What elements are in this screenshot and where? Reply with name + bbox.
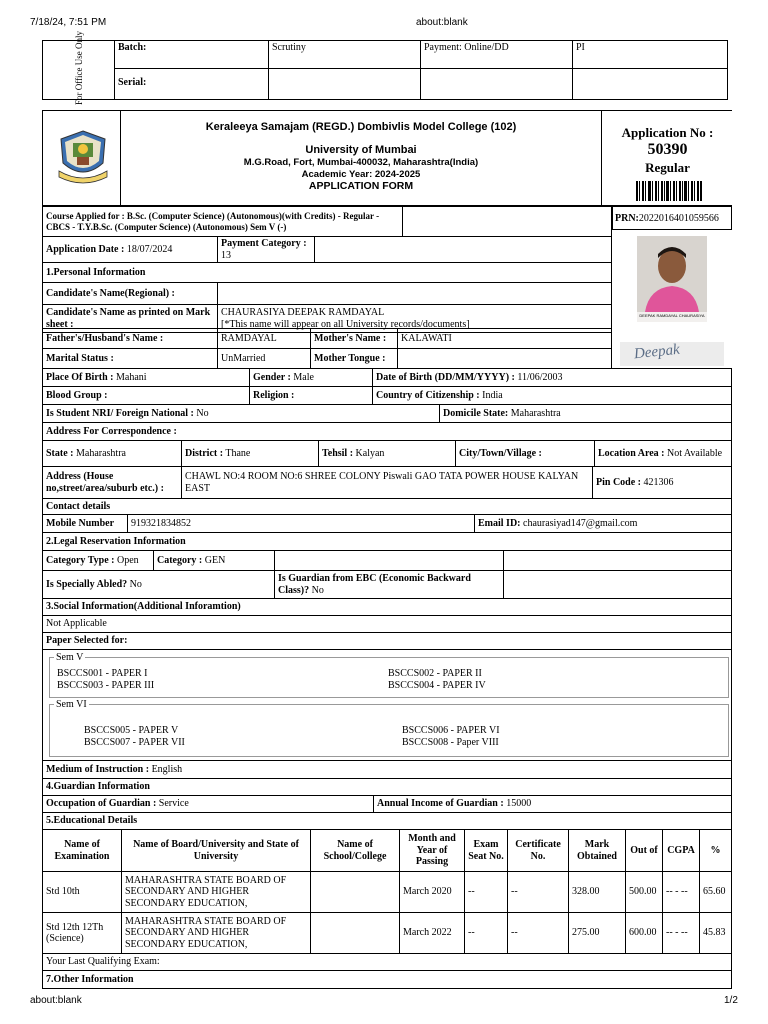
out-of: 600.00 [626, 913, 663, 954]
table-row [43, 913, 732, 954]
guardian-heading: 4.Guardian Information [46, 781, 150, 793]
citizenship-label: Country of Citizenship : [376, 389, 480, 401]
university-address: M.G.Road, Fort, Mumbai-400032, Maharashtra(India) [243, 157, 479, 168]
mother-name-label: Mother's Name : [314, 332, 387, 344]
application-number: 50390 [647, 141, 688, 158]
serial-label: Serial: [118, 77, 147, 88]
academic-year: Academic Year: 2024-2025 [301, 169, 421, 180]
specially-abled-label: Is Specially Abled? [46, 578, 128, 590]
mobile-number: 919321834852 [128, 515, 475, 533]
college-name: Keraleeya Samajam (REGD.) Dombivlis Model College (102) [205, 121, 517, 133]
marital-status: UnMarried [218, 349, 311, 369]
guardian-occupation: Service [158, 798, 189, 810]
exam-name: Std 12th 12Th (Science) [43, 913, 122, 954]
address-table [42, 440, 732, 467]
personal-info-heading: 1.Personal Information [46, 266, 146, 278]
table-row [43, 872, 732, 913]
sem6-paper: BSCCS007 - PAPER VII [84, 737, 185, 748]
place-of-birth-label: Place Of Birth : [46, 371, 114, 383]
sem5-paper: BSCCS004 - PAPER IV [388, 680, 486, 691]
candidate-photo-image [637, 236, 707, 322]
education-header-row [43, 830, 732, 872]
application-info-table [42, 236, 612, 333]
guardian-table [42, 760, 732, 830]
school-name [311, 872, 400, 913]
contact-heading: Contact details [46, 500, 111, 512]
college-logo [43, 111, 121, 205]
house-address: CHAWL NO:4 ROOM NO:6 SHREE COLONY Piswali GAO TATA POWER HOUSE KALYAN EAST [182, 467, 593, 499]
passing-date: March 2020 [400, 872, 465, 913]
payment-category: 13 [221, 249, 231, 261]
district-label: District : [185, 447, 224, 459]
seat-no: -- [465, 913, 508, 954]
mother-tongue-label: Mother Tongue : [314, 352, 386, 364]
prn-value: 2022016401059566 [638, 213, 719, 224]
category: GEN [204, 554, 226, 566]
university-name: University of Mumbai [305, 144, 417, 156]
name-note: [*This name will appear on all University records/documents] [221, 318, 470, 330]
house-address-label: Address (House no,street/area/suburb etc.) : [46, 471, 164, 494]
last-exam-label: Your Last Qualifying Exam: [43, 954, 732, 971]
category-table [42, 550, 732, 650]
parents-table [42, 328, 612, 369]
state: Maharashtra [76, 447, 126, 459]
tehsil: Kalyan [355, 447, 385, 459]
col-header: Certificate No. [508, 830, 569, 872]
print-datetime: 7/18/24, 7:51 PM [30, 17, 107, 28]
col-header: % [700, 830, 732, 872]
payment-category-label: Payment Category : [221, 238, 307, 249]
name-marksheet-label: Candidate's Name as printed on Mark sheet : [46, 307, 211, 330]
sem6-paper: BSCCS005 - PAPER V [84, 725, 179, 736]
print-footer-url: about:blank [30, 995, 82, 1006]
application-type: Regular [645, 160, 690, 175]
percentage: 45.83 [700, 913, 732, 954]
email-label: Email ID: [478, 517, 521, 529]
father-name: RAMDAYAL [218, 329, 311, 349]
medium-value: English [151, 763, 183, 775]
marks-obtained: 275.00 [569, 913, 626, 954]
city-label: City/Town/Village : [459, 447, 542, 459]
mobile-label: Mobile Number [46, 517, 115, 529]
school-name [311, 913, 400, 954]
form-title: APPLICATION FORM [308, 180, 414, 192]
ebc-value: No [311, 584, 324, 596]
cgpa: -- - -- [663, 913, 700, 954]
guardian-occupation-label: Occupation of Guardian : [46, 798, 157, 810]
course-label: Course Applied for : [46, 211, 125, 222]
sem6-paper: BSCCS006 - PAPER VI [402, 725, 500, 736]
domicile-label: Domicile State: [443, 407, 509, 419]
state-label: State : [46, 447, 74, 459]
scrutiny-label: Scrutiny [269, 41, 421, 69]
passing-date: March 2022 [400, 913, 465, 954]
medium-label: Medium of Instruction : [46, 763, 150, 775]
contact-table [42, 514, 732, 551]
father-name-label: Father's/Husband's Name : [46, 332, 164, 344]
exam-name: Std 10th [43, 872, 122, 913]
social-heading: 3.Social Information(Additional Inforamtion) [46, 601, 241, 613]
religion-label: Religion : [253, 389, 295, 401]
house-address-table [42, 466, 732, 515]
sem5-legend: Sem V [56, 652, 84, 663]
col-header: Mark Obtained [569, 830, 626, 872]
candidate-photo [637, 236, 707, 322]
print-title: about:blank [416, 17, 468, 28]
photo-caption: DEEPAK RAMDAYAL CHAURASIYA [639, 313, 705, 318]
out-of: 500.00 [626, 872, 663, 913]
education-heading: 5.Educational Details [46, 815, 138, 827]
blood-group-label: Blood Group : [46, 389, 108, 401]
sem5-paper: BSCCS001 - PAPER I [57, 668, 148, 679]
domicile-value: Maharashtra [510, 407, 561, 419]
col-header: Month and Year of Passing [400, 830, 465, 872]
birth-table [42, 368, 732, 387]
nri-table [42, 404, 732, 441]
batch-label: Batch: [118, 42, 147, 53]
pi-label: PI [573, 41, 727, 69]
tehsil-label: Tehsil : [322, 447, 354, 459]
course-table [42, 206, 612, 237]
specially-abled: No [129, 578, 142, 590]
gender-label: Gender : [253, 371, 291, 383]
marks-obtained: 328.00 [569, 872, 626, 913]
gender: Male [293, 371, 314, 383]
application-number-label: Application No : [621, 125, 714, 140]
form-header [42, 110, 732, 206]
cgpa: -- - -- [663, 872, 700, 913]
sem5-paper: BSCCS002 - PAPER II [388, 668, 482, 679]
percentage: 65.60 [700, 872, 732, 913]
university-crest-icon [53, 127, 113, 187]
col-header: Exam Seat No. [465, 830, 508, 872]
pin-code: 421306 [643, 476, 674, 488]
col-header: Name of School/College [311, 830, 400, 872]
application-date: 18/07/2024 [126, 243, 173, 255]
sem6-paper: BSCCS008 - Paper VIII [402, 737, 499, 748]
mother-name: KALAWATI [398, 329, 612, 349]
certificate-no: -- [508, 872, 569, 913]
social-value: Not Applicable [43, 616, 732, 633]
pin-code-label: Pin Code : [596, 476, 641, 488]
ebc-label: Is Guardian from EBC (Economic Backward Class)? [278, 573, 471, 596]
email: chaurasiyad147@gmail.com [523, 517, 638, 529]
legal-heading: 2.Legal Reservation Information [46, 535, 186, 547]
district: Thane [225, 447, 251, 459]
category-type: Open [117, 554, 139, 566]
print-page-number: 1/2 [724, 995, 738, 1006]
signature-text: Deepak [633, 341, 681, 363]
dob: 11/06/2003 [517, 371, 563, 383]
paper-selected-heading: Paper Selected for: [46, 635, 128, 647]
category-label: Category : [157, 554, 203, 566]
guardian-income-label: Annual Income of Guardian : [377, 798, 504, 810]
board-name: MAHARASHTRA STATE BOARD OF SECONDARY AND HIGHER SECONDARY EDUCATION, [122, 913, 311, 954]
address-heading: Address For Correspondence : [46, 425, 177, 437]
citizenship: India [482, 389, 503, 401]
name-marksheet: CHAURASIYA DEEPAK RAMDAYAL [221, 307, 385, 318]
guardian-income: 15000 [506, 798, 532, 810]
prn-label: PRN: [615, 213, 639, 224]
course-value: B.Sc. (Computer Science) (Autonomous)(with Credits) - Regular - CBCS - T.Y.B.Sc. (Computer Science) (Autonomous) Sem V (-) [46, 211, 380, 232]
other-info-heading: 7.Other Information [46, 973, 134, 985]
seat-no: -- [465, 872, 508, 913]
religion-table [42, 386, 732, 405]
prn-cell [612, 206, 732, 230]
board-name: MAHARASHTRA STATE BOARD OF SECONDARY AND HIGHER SECONDARY EDUCATION, [122, 872, 311, 913]
col-header: Name of Examination [43, 830, 122, 872]
candidate-signature [620, 342, 724, 366]
certificate-no: -- [508, 913, 569, 954]
payment-mode-label: Payment: Online/DD [421, 41, 573, 69]
application-number-box [601, 111, 732, 205]
sem5-paper: BSCCS003 - PAPER III [57, 680, 155, 691]
application-date-label: Application Date : [46, 243, 125, 255]
barcode-icon [636, 181, 702, 201]
office-use-label: For Office Use Only [74, 30, 84, 106]
name-regional-label: Candidate's Name(Regional) : [46, 287, 175, 299]
col-header: Name of Board/University and State of University [122, 830, 311, 872]
category-type-label: Category Type : [46, 554, 115, 566]
nri-label: Is Student NRI/ Foreign National : [46, 407, 194, 419]
col-header: CGPA [663, 830, 700, 872]
location-area: Not Available [666, 447, 723, 459]
col-header: Out of [626, 830, 663, 872]
location-area-label: Location Area : [598, 447, 665, 459]
place-of-birth: Mahani [115, 371, 147, 383]
marital-status-label: Marital Status : [46, 352, 114, 364]
office-use-label-cell [43, 30, 115, 106]
nri-value: No [196, 407, 209, 419]
sem6-legend: Sem VI [56, 699, 87, 710]
education-table [42, 829, 732, 989]
dob-label: Date of Birth (DD/MM/YYYY) : [376, 371, 515, 383]
office-use-box [42, 30, 728, 106]
